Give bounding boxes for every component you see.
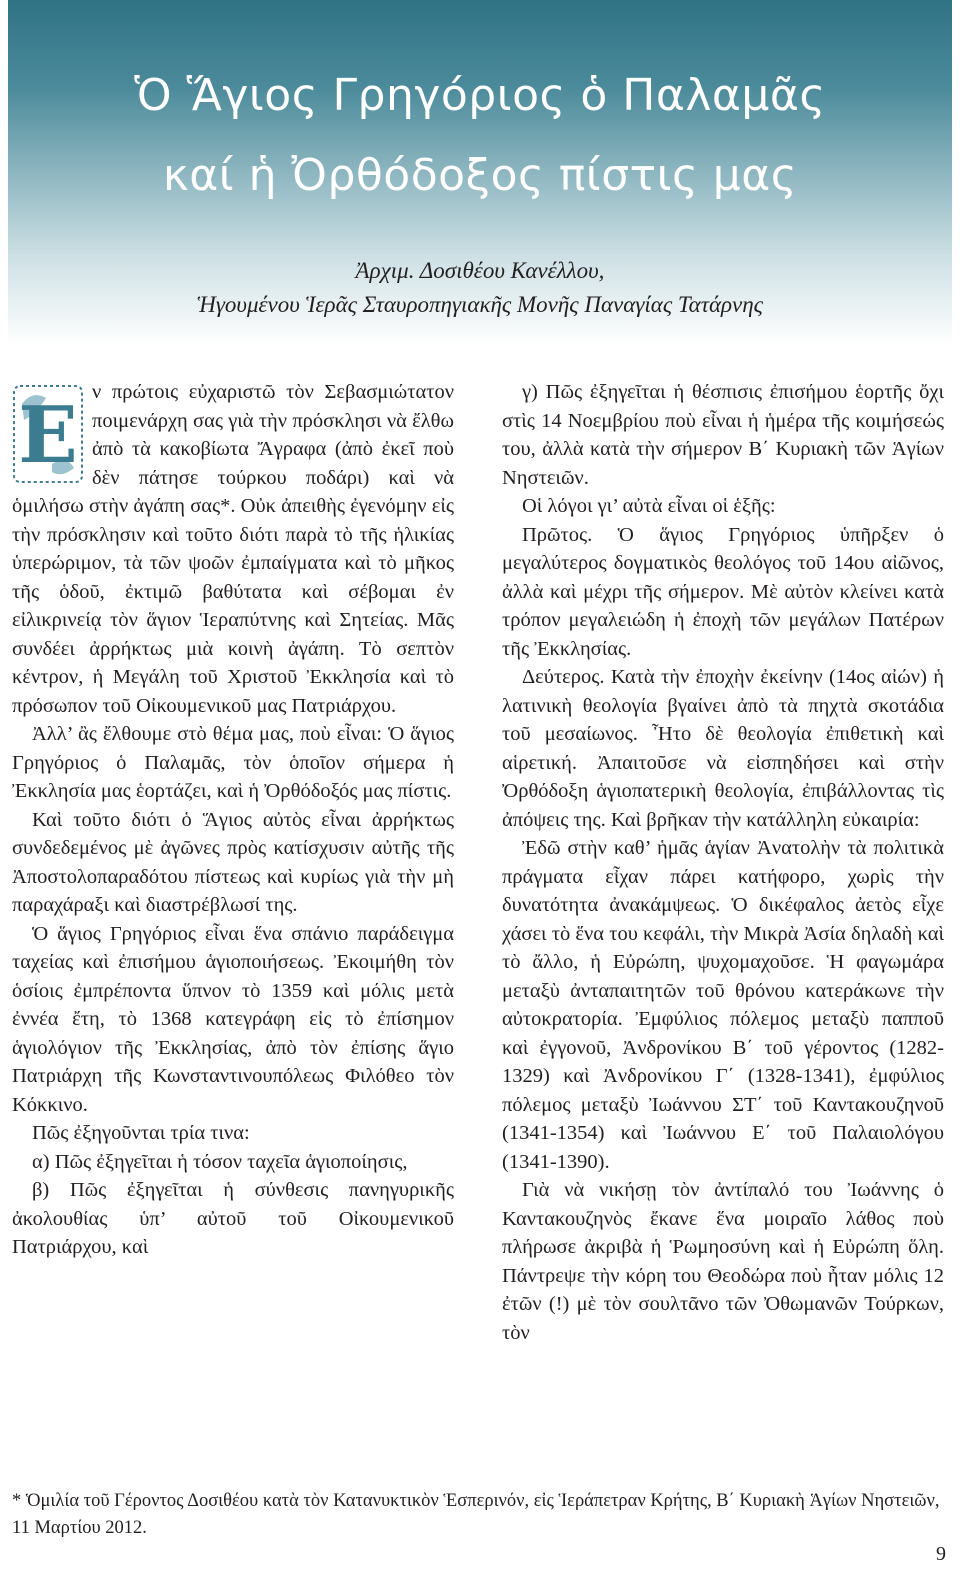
page-number: 9 xyxy=(936,1543,946,1565)
paragraph: Καὶ τοῦτο διότι ὁ Ἅγιος αὐτὸς εἶναι ἀρρήκτως συνδεδεμένος μὲ ἀγῶνες πρὸς κατίσχυσιν αὐτῆς τῆς Ἀποστολοπαραδότου πίστεως καὶ κυρίως γιὰ τὴν μὴ παραχάραξι καὶ διαστρέβλωσί της. xyxy=(12,808,454,916)
paragraph: Οἱ λόγοι γι’ αὐτὰ εἶναι οἱ ἑξῆς: xyxy=(522,495,776,517)
right-column xyxy=(502,378,944,1347)
paragraph: Πρῶτος. Ὁ ἅγιος Γρηγόριος ὑπῆρξεν ὁ μεγαλύτερος δογματικὸς θεολόγος τοῦ 14ου αἰῶνος, ἀλλὰ καὶ μέχρι τῆς σήμερον. Μὲ αὐτὸν κλείνει κατὰ τρόπον μεγαλειώδη ἡ ἐποχὴ τῶν μεγάλων Πατέρων τῆς Ἐκκλησίας. xyxy=(502,523,944,660)
author-affiliation: Ἡγουμένου Ἱερᾶς Σταυροπηγιακῆς Μονῆς Παναγίας Τατάρνης xyxy=(196,292,764,317)
paragraph: Πῶς ἐξηγοῦνται τρία τινα: xyxy=(32,1122,250,1144)
paragraph: Ἀλλ’ ἂς ἔλθουμε στὸ θέμα μας, ποὺ εἶναι: Ὁ ἅγιος Γρηγόριος ὁ Παλαμᾶς, τὸν ὁποῖον σήμερα ἡ Ἐκκλησία μας ἑορτάζει, καὶ ἡ Ὀρθόδοξός μας πίστις. xyxy=(12,723,454,802)
paragraph: γ) Πῶς ἐξηγεῖται ἡ θέσπισις ἐπισήμου ἑορτῆς ὄχι στὶς 14 Νοεμβρίου ποὺ εἶναι ἡ ἡμέρα τῆς κοιμήσεώς του, ἀλλὰ κατὰ τὴν σήμερον Β΄ Κυριακὴ τῶν Ἁγίων Νηστειῶν. xyxy=(502,381,944,489)
paragraph: Ἐδῶ στὴν καθ’ ἡμᾶς ἁγίαν Ἀνατολὴν τὰ πολιτικὰ πράγματα εἶχαν πάρει κατήφορο, χωρὶς τὴν δυνατότητα ἀνακάμψεως. Ὁ δικέφαλος ἀετὸς εἶχε χάσει τὸ ἕνα του κεφάλι, τὴν Μικρὰ Ἀσία δηλαδὴ καὶ τὸ ἄλλο, ἡ Εὐρώπη, ψυχομαχοῦσε. Ἡ φαγωμάρα μεταξὺ ἀνταπαιτητῶν τοῦ θρόνου κατεράκωνε τὴν αὐτοκρατορία. Ἐμφύλιος πόλεμος μεταξὺ παπποῦ καὶ ἐγγονοῦ, Ἀνδρονίκου Β΄ τοῦ γέροντος (1282-1329) καὶ Ἀνδρονίκου Γ΄ (1328-1341), ἐμφύλιος πόλεμος μεταξὺ Ἰωάννου ΣΤ΄ τοῦ Καντακουζηνοῦ (1341-1354) καὶ Ἰωάννου Ε΄ τοῦ Παλαιολόγου (1341-1390). xyxy=(502,837,944,1173)
ornamental-dropcap xyxy=(12,384,84,484)
paragraph: Γιὰ νὰ νικήσῃ τὸν ἀντίπαλό του Ἰωάννης ὁ Καντακουζηνὸς ἔκανε ἕνα μοιραῖο λάθος ποὺ πλήρωσε ἀκριβὰ ἡ Ῥωμηοσύνη καὶ ἡ Εὐρώπη ὅλη. Πάντρεψε τὴν κόρη του Θεοδώρα ποὺ ἦταν μόλις 12 ἐτῶν (!) μὲ τὸν σουλτᾶνο τῶν Ὀθωμανῶν Τούρκων, τὸν xyxy=(502,1179,944,1344)
article-title-line-1: Ὁ Ἅγιος Γρηγόριος ὁ Παλαμᾶς xyxy=(134,70,826,121)
dropcap-letter: Ε xyxy=(18,390,78,481)
paragraph: Δεύτερος. Κατὰ τὴν ἐποχὴν ἐκείνην (14ος αἰών) ἡ λατινικὴ θεολογία βγαίνει ἀπὸ τὰ πηχτὰ σκοτάδια τοῦ μεσαίωνος. Ἦτο δὲ θεολογία ἐπιθετικὴ καὶ αἱρετική. Ἀπαιτοῦσε νὰ εἰσπηδήσει καὶ στὴν Ὀρθόδοξη ἁγιοπατερικὴ θεολογία, ἐπιβάλλοντας τὶς ἀπόψεις της. Καὶ βρῆκαν τὴν κατάλληλη εὐκαιρία: xyxy=(502,666,944,831)
article-title-line-2: καί ἡ Ὀρθόδοξος πίστις μας xyxy=(162,150,798,201)
paragraph: ν πρώτοις εὐχαριστῶ τὸν Σεβασμιώτατον ποιμενάρχη σας γιὰ τὴν πρόσκλησι νὰ ἔλθω ἀπὸ τὰ κακοβίωτα Ἄγραφα (ἀπὸ ἐκεῖ ποὺ δὲν πάτησε τούρκου ποδάρι) καὶ νὰ ὁμιλήσω στὴν ἀγάπη σας*. Οὐκ ἀπειθὴς ἐγενόμην εἰς τὴν πρόσκλησιν καὶ τοῦτο διότι παρὰ τὸ τῆς ἡλικίας ὑπερώριμον, τὰ τῶν ψοῶν ἐμπαίγματα καὶ τὸ μῆκος τῆς ὁδοῦ, ἐκτιμῶ βαθύτατα καὶ σέβομαι ἐν εἰλικρινείᾳ τὸν ἅγιον Ἱεραπύτνης καὶ Σητείας. Μᾶς συνδέει ἀρρήκτως μιὰ κοινὴ ἀγάπη. Τὸ σεπτὸν κέντρον, ἡ Μεγάλη τοῦ Χριστοῦ Ἐκκλησία καὶ τὸ πρόσωπον τοῦ Οἰκουμενικοῦ μας Πατριάρχου. xyxy=(12,381,454,717)
footnote: * Ὁμιλία τοῦ Γέροντος Δοσιθέου κατὰ τὸν Κατανυκτικὸν Ἑσπερινόν, εἰς Ἱεράπετραν Κρήτης, Β΄ Κυριακὴ Ἁγίων Νηστειῶν, 11 Μαρτίου 2012. xyxy=(12,1491,940,1538)
left-column xyxy=(12,378,454,1262)
paragraph: α) Πῶς ἐξηγεῖται ἡ τόσον ταχεῖα ἁγιοποίησις, xyxy=(32,1150,408,1173)
paragraph: Ὁ ἅγιος Γρηγόριος εἶναι ἕνα σπάνιο παράδειγμα ταχείας καὶ ἐπισήμου ἁγιοποιήσεως. Ἐκοιμήθη τὸν ὁσίοις ἐμπρέποντα ὕπνον τὸ 1359 καὶ μόλις μετὰ ἐννέα ἔτη, τὸ 1368 κατεγράφη εἰς τὸ ἐπίσημον ἁγιολόγιον τῆς Ἐκκλησίας, ἀπὸ τὸν ἐπίσης ἅγιο Πατριάρχη τῆς Κωνσταντινουπόλεως Φιλόθεο τὸν Κόκκινο. xyxy=(12,922,454,1116)
author-name: Ἀρχιμ. Δοσιθέου Κανέλλου, xyxy=(355,258,605,283)
paragraph: β) Πῶς ἐξηγεῖται ἡ σύνθεσις πανηγυρικῆς ἀκολουθίας ὑπ’ αὐτοῦ τοῦ Οἰκουμενικοῦ Πατριάρχου, καὶ xyxy=(12,1179,454,1258)
